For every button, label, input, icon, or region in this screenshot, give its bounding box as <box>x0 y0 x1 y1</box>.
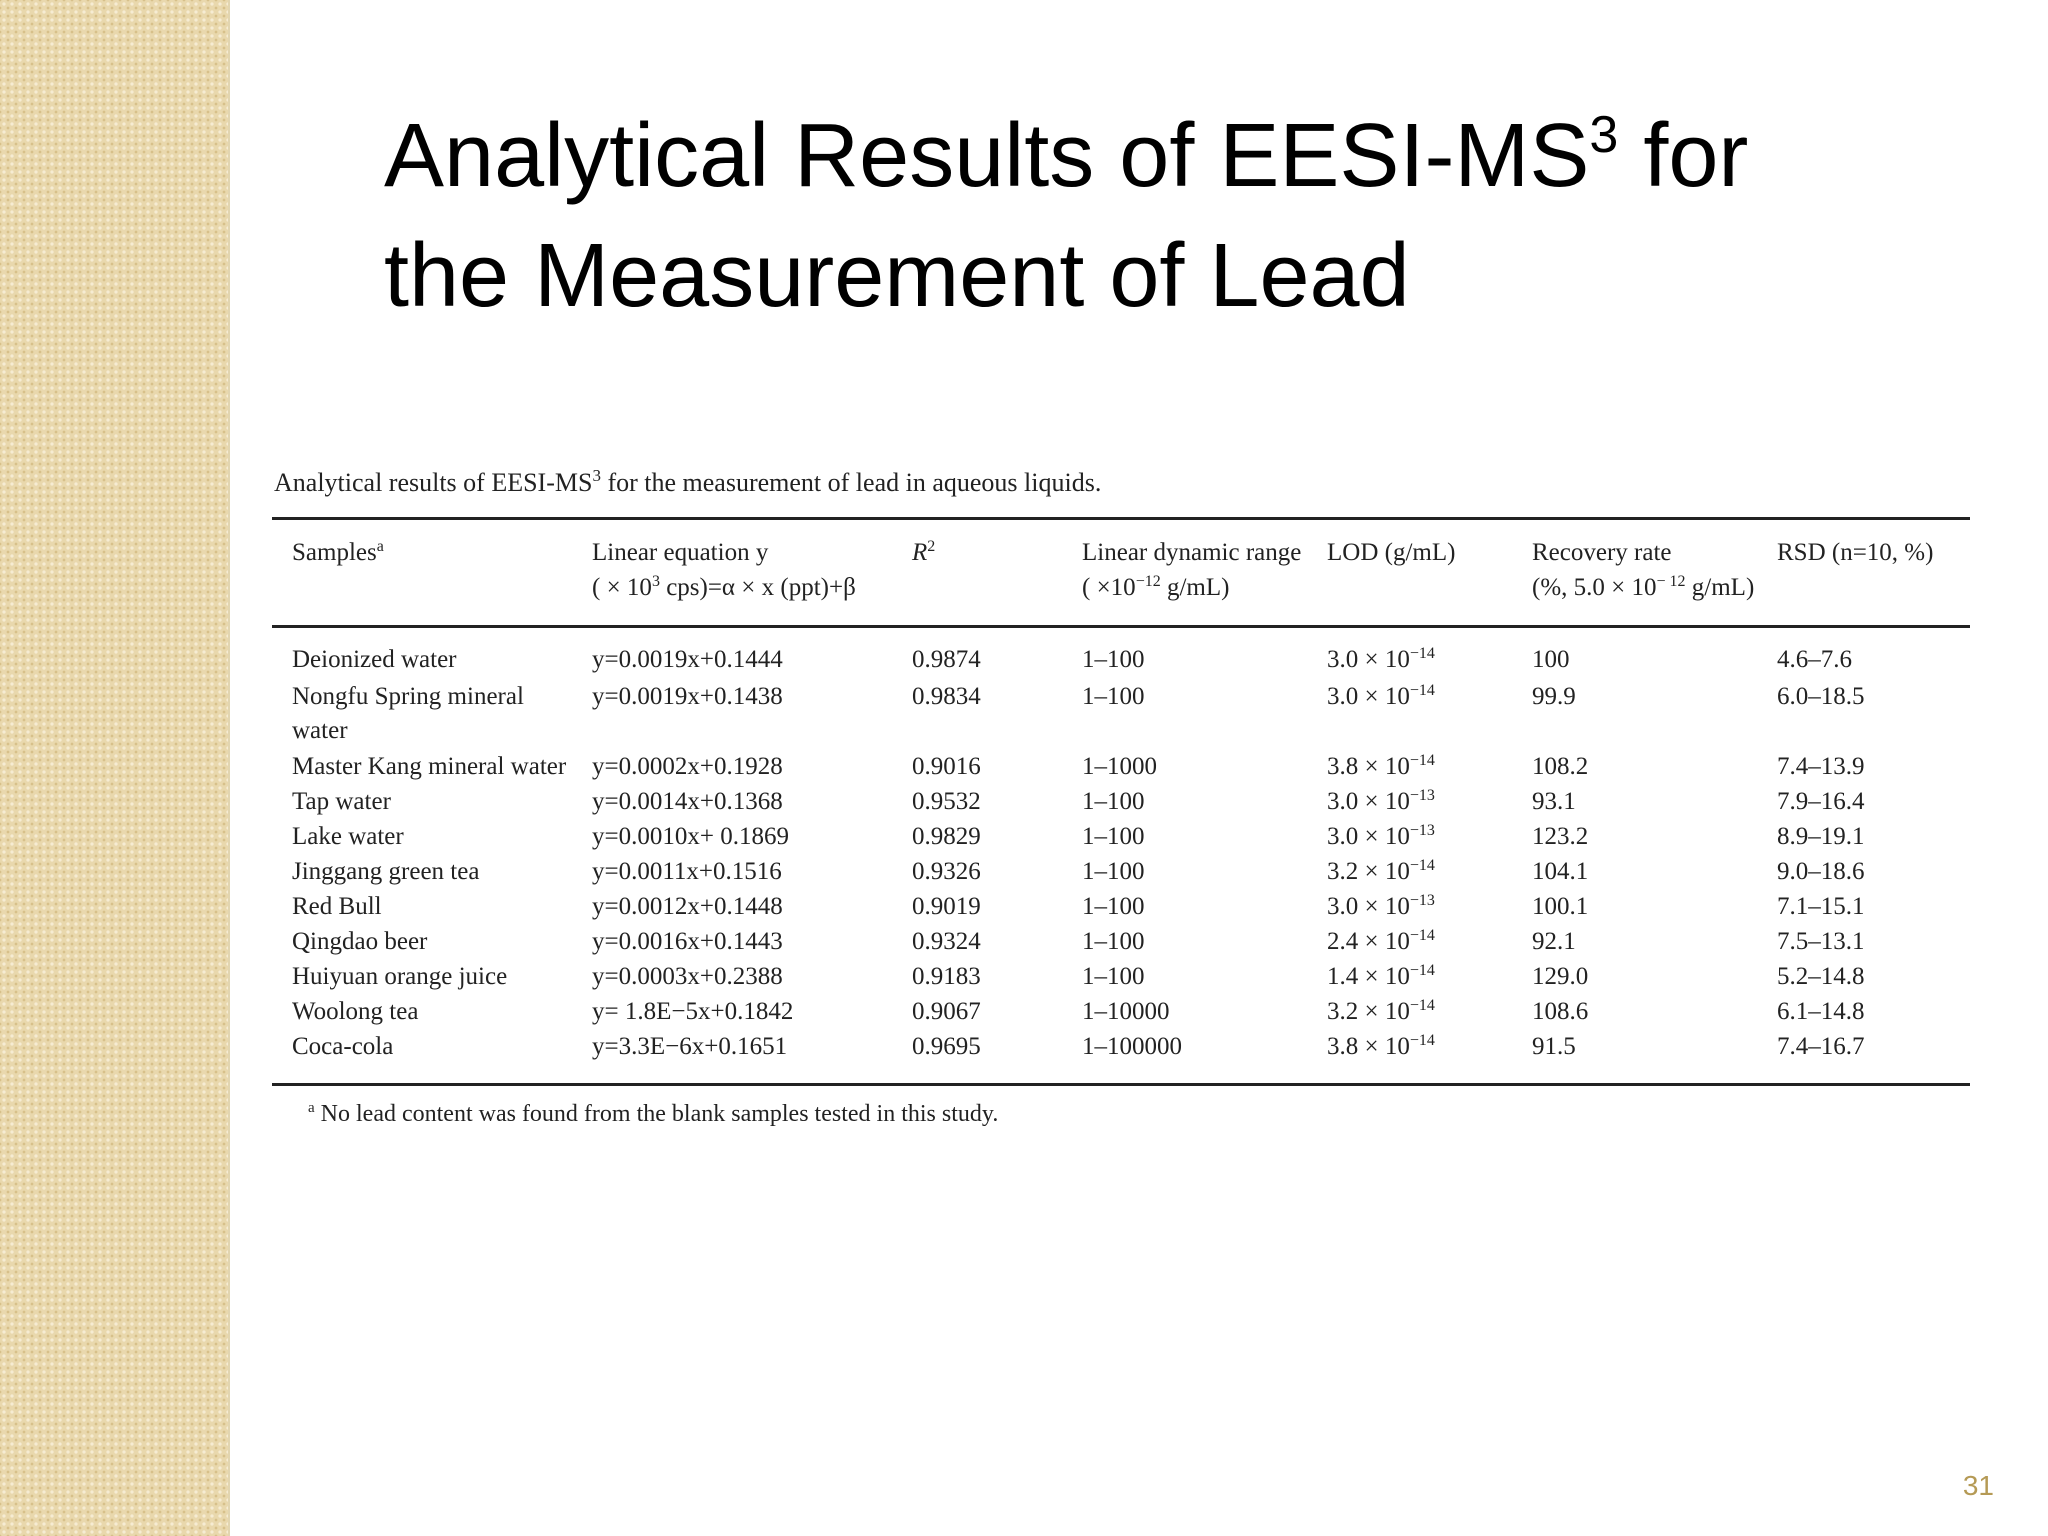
table-row-continuation <box>0 714 2048 748</box>
cell-range: 1–100 <box>1082 646 1145 673</box>
table-row <box>0 643 2048 677</box>
cell-lod: $3.8 \times 10^{-14}$ <box>1327 752 1435 780</box>
cell-equation: y=0.0019x+0.1438 <box>592 683 783 710</box>
page-number: 31 <box>1962 1470 1994 1501</box>
cell-rsd: 7.5–13.1 <box>1777 928 1865 955</box>
header-linear-equation-units: ( × $10^3$ cps)=α × x (ppt)+β <box>592 573 856 601</box>
cell-range: 1–10000 <box>1082 998 1170 1025</box>
cell-recovery: 92.1 <box>1532 928 1576 955</box>
cell-recovery: 108.6 <box>1532 998 1589 1025</box>
table-row <box>0 750 2048 784</box>
cell-range: 1–100 <box>1082 788 1145 815</box>
cell-recovery: 108.2 <box>1532 753 1589 780</box>
table-bottom-rule <box>272 1083 1970 1086</box>
cell-rsd: 5.2–14.8 <box>1777 963 1865 990</box>
cell-sample: Nongfu Spring mineral <box>292 683 524 710</box>
cell-rsd: 8.9–19.1 <box>1777 823 1865 850</box>
header-r-squared: $R^2$ <box>912 538 936 566</box>
cell-recovery: 93.1 <box>1532 788 1576 815</box>
cell-lod: $3.0 \times 10^{-13}$ <box>1327 892 1435 920</box>
table-row <box>0 890 2048 924</box>
cell-range: 1–1000 <box>1082 753 1157 780</box>
cell-lod: $3.0 \times 10^{-14}$ <box>1327 682 1435 710</box>
header-rsd: RSD (n=10, %) <box>1777 539 1934 566</box>
cell-rsd: 7.1–15.1 <box>1777 893 1865 920</box>
cell-lod: $3.0 \times 10^{-13}$ <box>1327 787 1435 815</box>
cell-lod: $3.0 \times 10^{-13}$ <box>1327 822 1435 850</box>
cell-sample: Deionized water <box>292 646 457 673</box>
table-top-rule <box>272 517 1970 520</box>
cell-lod: $3.0 \times 10^{-14}$ <box>1327 645 1435 673</box>
cell-range: 1–100 <box>1082 823 1145 850</box>
cell-rsd: 6.1–14.8 <box>1777 998 1865 1025</box>
cell-sample: Qingdao beer <box>292 928 428 955</box>
cell-r2: 0.9183 <box>912 963 981 990</box>
cell-r2: 0.9016 <box>912 753 981 780</box>
cell-sample: Lake water <box>292 823 404 850</box>
table-row <box>0 820 2048 854</box>
cell-rsd: 9.0–18.6 <box>1777 858 1865 885</box>
cell-range: 1–100 <box>1082 893 1145 920</box>
cell-r2: 0.9067 <box>912 998 981 1025</box>
cell-equation: y=0.0010x+ 0.1869 <box>592 823 789 850</box>
cell-sample-continued: water <box>292 717 348 744</box>
cell-equation: y=0.0014x+0.1368 <box>592 788 783 815</box>
cell-range: 1–100000 <box>1082 1033 1182 1060</box>
cell-recovery: 104.1 <box>1532 858 1589 885</box>
header-samples: Samples$^a$ <box>292 538 384 566</box>
cell-rsd: 7.4–16.7 <box>1777 1033 1865 1060</box>
cell-r2: 0.9829 <box>912 823 981 850</box>
cell-r2: 0.9019 <box>912 893 981 920</box>
header-recovery-rate-units: (%, $5.0 \times 10^{- 12}$ g/mL) <box>1532 573 1755 601</box>
table-row <box>0 1030 2048 1064</box>
cell-r2: 0.9326 <box>912 858 981 885</box>
cell-sample: Master Kang mineral water <box>292 753 567 780</box>
cell-lod: $3.2 \times 10^{-14}$ <box>1327 997 1435 1025</box>
cell-equation: y=0.0003x+0.2388 <box>592 963 783 990</box>
table-row <box>0 995 2048 1029</box>
cell-equation: y= 1.8E−5x+0.1842 <box>592 998 794 1025</box>
cell-r2: 0.9874 <box>912 646 981 673</box>
slide-title: Analytical Results of EESI-$MS^3$ for the Measurement of Lead <box>384 106 1749 326</box>
header-linear-dynamic-range: Linear dynamic range <box>1082 539 1302 566</box>
cell-r2: 0.9532 <box>912 788 981 815</box>
cell-sample: Huiyuan orange juice <box>292 963 508 990</box>
cell-sample: Coca-cola <box>292 1033 394 1060</box>
cell-recovery: 123.2 <box>1532 823 1589 850</box>
cell-lod: $1.4 \times 10^{-14}$ <box>1327 962 1435 990</box>
cell-range: 1–100 <box>1082 858 1145 885</box>
cell-recovery: 129.0 <box>1532 963 1589 990</box>
cell-equation: y=0.0016x+0.1443 <box>592 928 783 955</box>
cell-rsd: 7.4–13.9 <box>1777 753 1865 780</box>
table-header-rule <box>272 625 1970 628</box>
cell-lod: $3.8 \times 10^{-14}$ <box>1327 1032 1435 1060</box>
cell-equation: y=0.0019x+0.1444 <box>592 646 783 673</box>
cell-range: 1–100 <box>1082 928 1145 955</box>
cell-equation: y=3.3E−6x+0.1651 <box>592 1033 788 1060</box>
cell-lod: $3.2 \times 10^{-14}$ <box>1327 857 1435 885</box>
cell-equation: y=0.0011x+0.1516 <box>592 858 782 885</box>
cell-equation: y=0.0012x+0.1448 <box>592 893 783 920</box>
cell-lod: $2.4 \times 10^{-14}$ <box>1327 927 1435 955</box>
table-row <box>0 855 2048 889</box>
table-row <box>0 960 2048 994</box>
cell-r2: 0.9695 <box>912 1033 981 1060</box>
table-row <box>0 785 2048 819</box>
cell-r2: 0.9324 <box>912 928 981 955</box>
header-linear-equation: Linear equation y <box>592 539 769 566</box>
cell-equation: y=0.0002x+0.1928 <box>592 753 783 780</box>
table-footnote: $^a$ No lead content was found from the blank samples tested in this study. <box>308 1100 999 1127</box>
cell-r2: 0.9834 <box>912 683 981 710</box>
header-recovery-rate: Recovery rate <box>1532 539 1672 566</box>
cell-recovery: 100.1 <box>1532 893 1589 920</box>
cell-range: 1–100 <box>1082 683 1145 710</box>
cell-recovery: 91.5 <box>1532 1033 1576 1060</box>
cell-sample: Jinggang green tea <box>292 858 480 885</box>
header-lod: LOD (g/mL) <box>1327 539 1456 566</box>
table-row <box>0 925 2048 959</box>
cell-sample: Tap water <box>292 788 391 815</box>
cell-recovery: 99.9 <box>1532 683 1576 710</box>
cell-range: 1–100 <box>1082 963 1145 990</box>
cell-sample: Red Bull <box>292 893 382 920</box>
cell-rsd: 4.6–7.6 <box>1777 646 1852 673</box>
header-linear-dynamic-range-units: ( $\times 10^{-12}$ g/mL) <box>1082 573 1230 601</box>
cell-sample: Woolong tea <box>292 998 419 1025</box>
table-row <box>0 680 2048 714</box>
cell-recovery: 100 <box>1532 646 1570 673</box>
cell-rsd: 6.0–18.5 <box>1777 683 1865 710</box>
table-caption: Analytical results of EESI-$MS^3$ for the measurement of lead in aqueous liquids. <box>274 466 1102 497</box>
cell-rsd: 7.9–16.4 <box>1777 788 1865 815</box>
